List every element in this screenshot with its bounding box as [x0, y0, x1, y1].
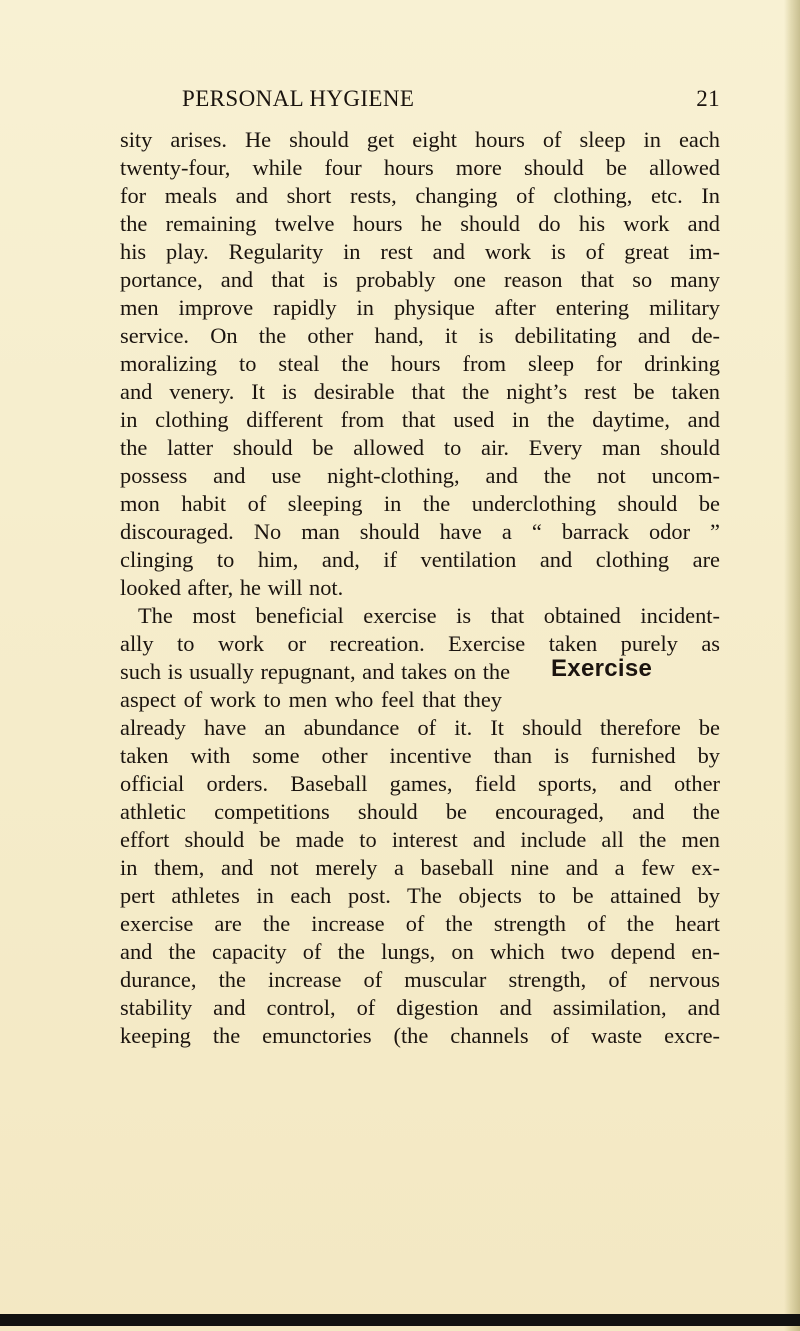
text-line: service. On the other hand, it is debilitating and de- — [120, 323, 720, 348]
text-line: mon habit of sleeping in the underclothing should be — [120, 491, 720, 516]
page-number: 21 — [696, 86, 720, 111]
text-line: The most beneficial exercise is that obtained incident- — [138, 603, 720, 628]
text-line: official orders. Baseball games, field sports, and other — [120, 771, 720, 796]
text-line: looked after, he will not. — [120, 575, 344, 600]
text-line: taken with some other incentive than is furnished by — [120, 743, 720, 768]
text-line: for meals and short rests, changing of clothing, etc. In — [120, 183, 720, 208]
text-line: ally to work or recreation. Exercise taken purely as — [120, 631, 720, 656]
bottom-rule — [0, 1314, 800, 1326]
text-line: pert athletes in each post. The objects to be attained by — [120, 883, 720, 908]
text-line: and the capacity of the lungs, on which two depend en- — [120, 939, 720, 964]
text-line: stability and control, of digestion and assimilation, and — [120, 995, 720, 1020]
text-line: effort should be made to interest and include all the men — [120, 827, 720, 852]
text-line: athletic competitions should be encouraged, and the — [120, 799, 720, 824]
text-line: in them, and not merely a baseball nine and a few ex- — [120, 855, 720, 880]
text-line: such is usually repugnant, and takes on the — [120, 659, 511, 684]
margin-note-exercise: Exercise — [551, 655, 653, 682]
text-line: aspect of work to men who feel that they — [120, 687, 502, 712]
text-line: the remaining twelve hours he should do his work and — [120, 211, 720, 236]
text-line: in clothing different from that used in the daytime, and — [120, 407, 720, 432]
text-line: keeping the emunctories (the channels of waste excre- — [120, 1023, 720, 1048]
text-line: his play. Regularity in rest and work is of great im- — [120, 239, 720, 264]
text-line: clinging to him, and, if ventilation and clothing are — [120, 547, 720, 572]
text-line: moralizing to steal the hours from sleep for drinking — [120, 351, 720, 376]
running-head: PERSONAL HYGIENE — [182, 86, 415, 111]
text-line: the latter should be allowed to air. Every man should — [120, 435, 720, 460]
text-line: portance, and that is probably one reason that so many — [120, 267, 720, 292]
text-line: sity arises. He should get eight hours of sleep in each — [120, 127, 720, 152]
page-edge-shadow — [784, 0, 800, 1331]
text-line: men improve rapidly in physique after entering military — [120, 295, 720, 320]
text-line: already have an abundance of it. It should therefore be — [120, 715, 720, 740]
text-line: discouraged. No man should have a “ barrack odor ” — [120, 519, 720, 544]
text-line: durance, the increase of muscular strength, of nervous — [120, 967, 720, 992]
text-line: exercise are the increase of the strength of the heart — [120, 911, 720, 936]
page-header — [120, 86, 720, 126]
text-line: twenty-four, while four hours more should be allowed — [120, 155, 720, 180]
text-line: possess and use night-clothing, and the not uncom- — [120, 463, 720, 488]
text-line: and venery. It is desirable that the night’s rest be taken — [120, 379, 720, 404]
